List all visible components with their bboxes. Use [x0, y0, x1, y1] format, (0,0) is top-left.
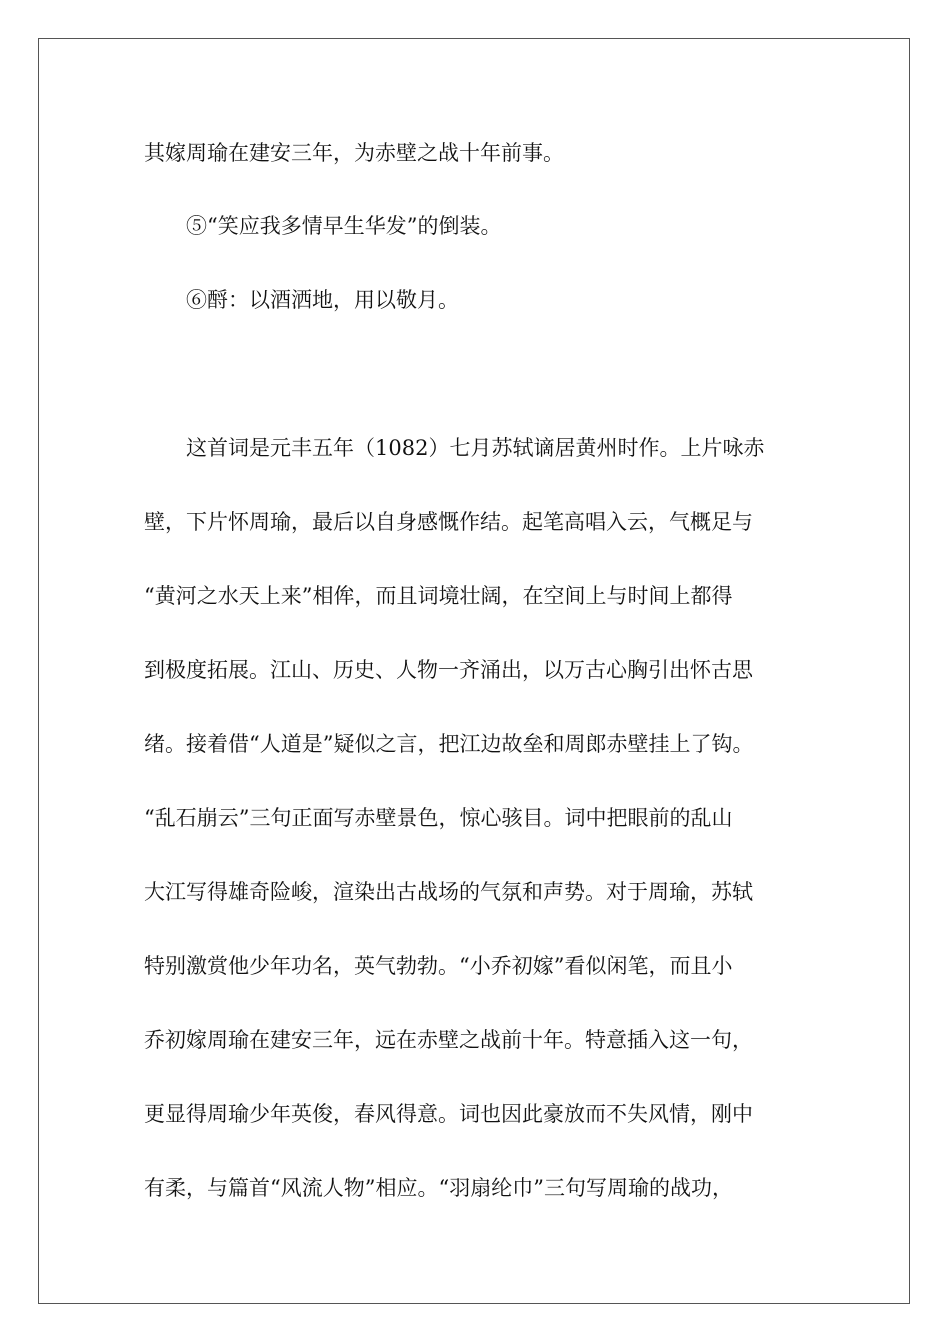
- paragraph-line-7: 大江写得雄奇险峻，渲染出古战场的气氛和声势。对于周瑜，苏轼: [144, 880, 753, 904]
- paragraph-line-10: 更显得周瑜少年英俊，春风得意。词也因此豪放而不失风情，刚中: [144, 1102, 753, 1126]
- paragraph-line-9: 乔初嫁周瑜在建安三年，远在赤壁之战前十年。特意插入这一句，: [144, 1028, 753, 1052]
- paragraph-line-4: 到极度拓展。江山、历史、人物一齐涌出，以万古心胸引出怀古思: [144, 658, 753, 682]
- paragraph-line-8: 特别激赏他少年功名，英气勃勃。“小乔初嫁”看似闲笔，而且小: [144, 954, 733, 978]
- paragraph-line-2: 壁，下片怀周瑜，最后以自身感慨作结。起笔高唱入云，气概足与: [144, 510, 753, 534]
- paragraph-line-3: “黄河之水天上来”相侔，而且词境壮阔，在空间上与时间上都得: [144, 584, 733, 608]
- paragraph-line-11: 有柔，与篇首“风流人物”相应。“羽扇纶巾”三句写周瑜的战功，: [144, 1176, 733, 1200]
- paragraph-line-1: 这首词是元丰五年（1082）七月苏轼谪居黄州时作。上片咏赤: [186, 436, 765, 460]
- paragraph-line-5: 绪。接着借“人道是”疑似之言，把江边故垒和周郎赤壁挂上了钩。: [144, 732, 754, 756]
- note-6: ⑥酹：以酒洒地，用以敬月。: [186, 288, 459, 312]
- paragraph-line-6: “乱石崩云”三句正面写赤壁景色，惊心骇目。词中把眼前的乱山: [144, 806, 733, 830]
- note-5: ⑤“笑应我多情早生华发”的倒装。: [186, 214, 502, 238]
- note-line-continuation: 其嫁周瑜在建安三年，为赤壁之战十年前事。: [144, 141, 564, 165]
